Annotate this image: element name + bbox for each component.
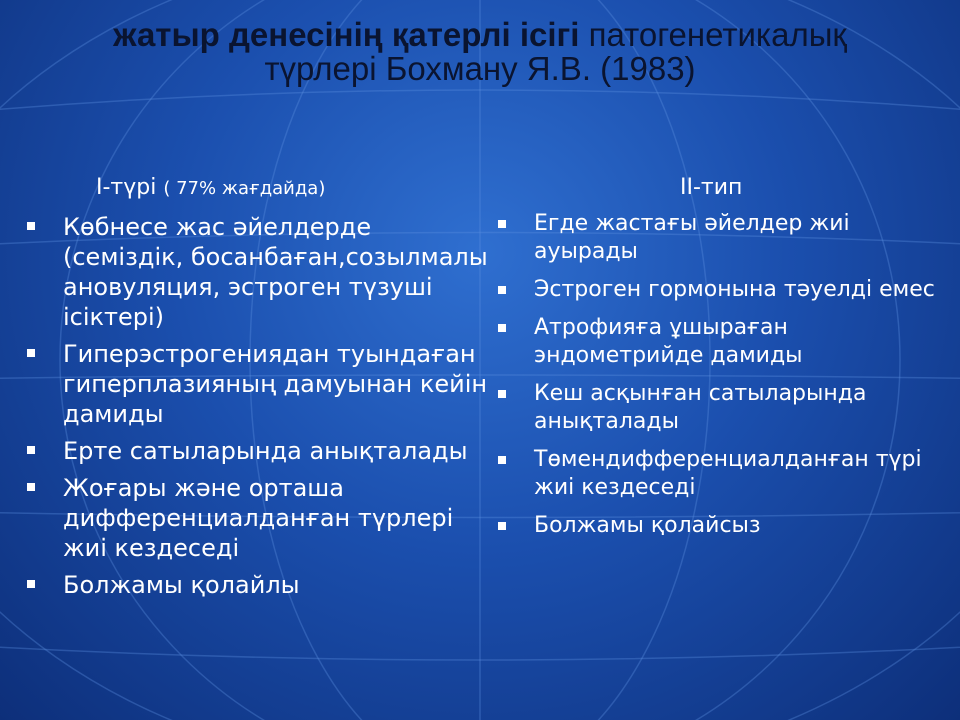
list-item: Атрофияға ұшыраған эндометрийде дамиды xyxy=(498,314,948,370)
bullet-icon xyxy=(498,522,506,530)
title-line-1 xyxy=(0,18,960,52)
bullet-icon xyxy=(498,390,506,398)
title-line-2: түрлері Бохману Я.В. (1983) xyxy=(264,50,696,87)
list-item: Ерте сатыларында анықталады xyxy=(27,436,497,466)
list-item: Болжамы қолайсыз xyxy=(498,512,948,540)
list-item: Егде жастағы әйелдер жиі ауырады xyxy=(498,210,948,266)
bullet-icon xyxy=(27,483,35,491)
title-rest-part: патогенетикалық xyxy=(579,16,847,53)
bullet-icon xyxy=(27,580,35,588)
bullet-icon xyxy=(498,324,506,332)
bullet-icon xyxy=(27,446,35,454)
list-item: Эстроген гормонына тәуелді емес xyxy=(498,276,948,304)
bullet-icon xyxy=(498,286,506,294)
slide-title xyxy=(0,18,960,86)
list-item: Жоғары және орташа дифференциалданған түрлері жиі кездеседі xyxy=(27,473,497,563)
list-item: Кеш асқынған сатыларында анықталады xyxy=(498,380,948,436)
list-item: Болжамы қолайлы xyxy=(27,570,497,600)
list-item: Көбнесе жас әйелдерде (семіздік, босанбаған,созылмалы ановуляция, эстроген түзуші ісіктері) xyxy=(27,212,497,332)
list-item: Гиперэстрогениядан туындаған гиперплазияның дамуынан кейін дамиды xyxy=(27,339,497,429)
left-heading-text: I-түрі xyxy=(96,175,157,200)
bullet-icon xyxy=(27,349,35,357)
bullet-icon xyxy=(498,456,506,464)
right-column-heading: II-тип xyxy=(680,175,743,200)
left-bullet-list xyxy=(27,212,497,607)
list-item: Төмендифференциалданған түрі жиі кездеседі xyxy=(498,446,948,502)
left-heading-note: ( 77% жағдайда) xyxy=(163,178,326,199)
left-column-heading xyxy=(96,174,325,203)
right-bullet-list xyxy=(498,210,948,550)
bullet-icon xyxy=(27,222,35,230)
title-bold-part: жатыр денесінің қатерлі ісігі xyxy=(113,16,580,53)
bullet-icon xyxy=(498,220,506,228)
